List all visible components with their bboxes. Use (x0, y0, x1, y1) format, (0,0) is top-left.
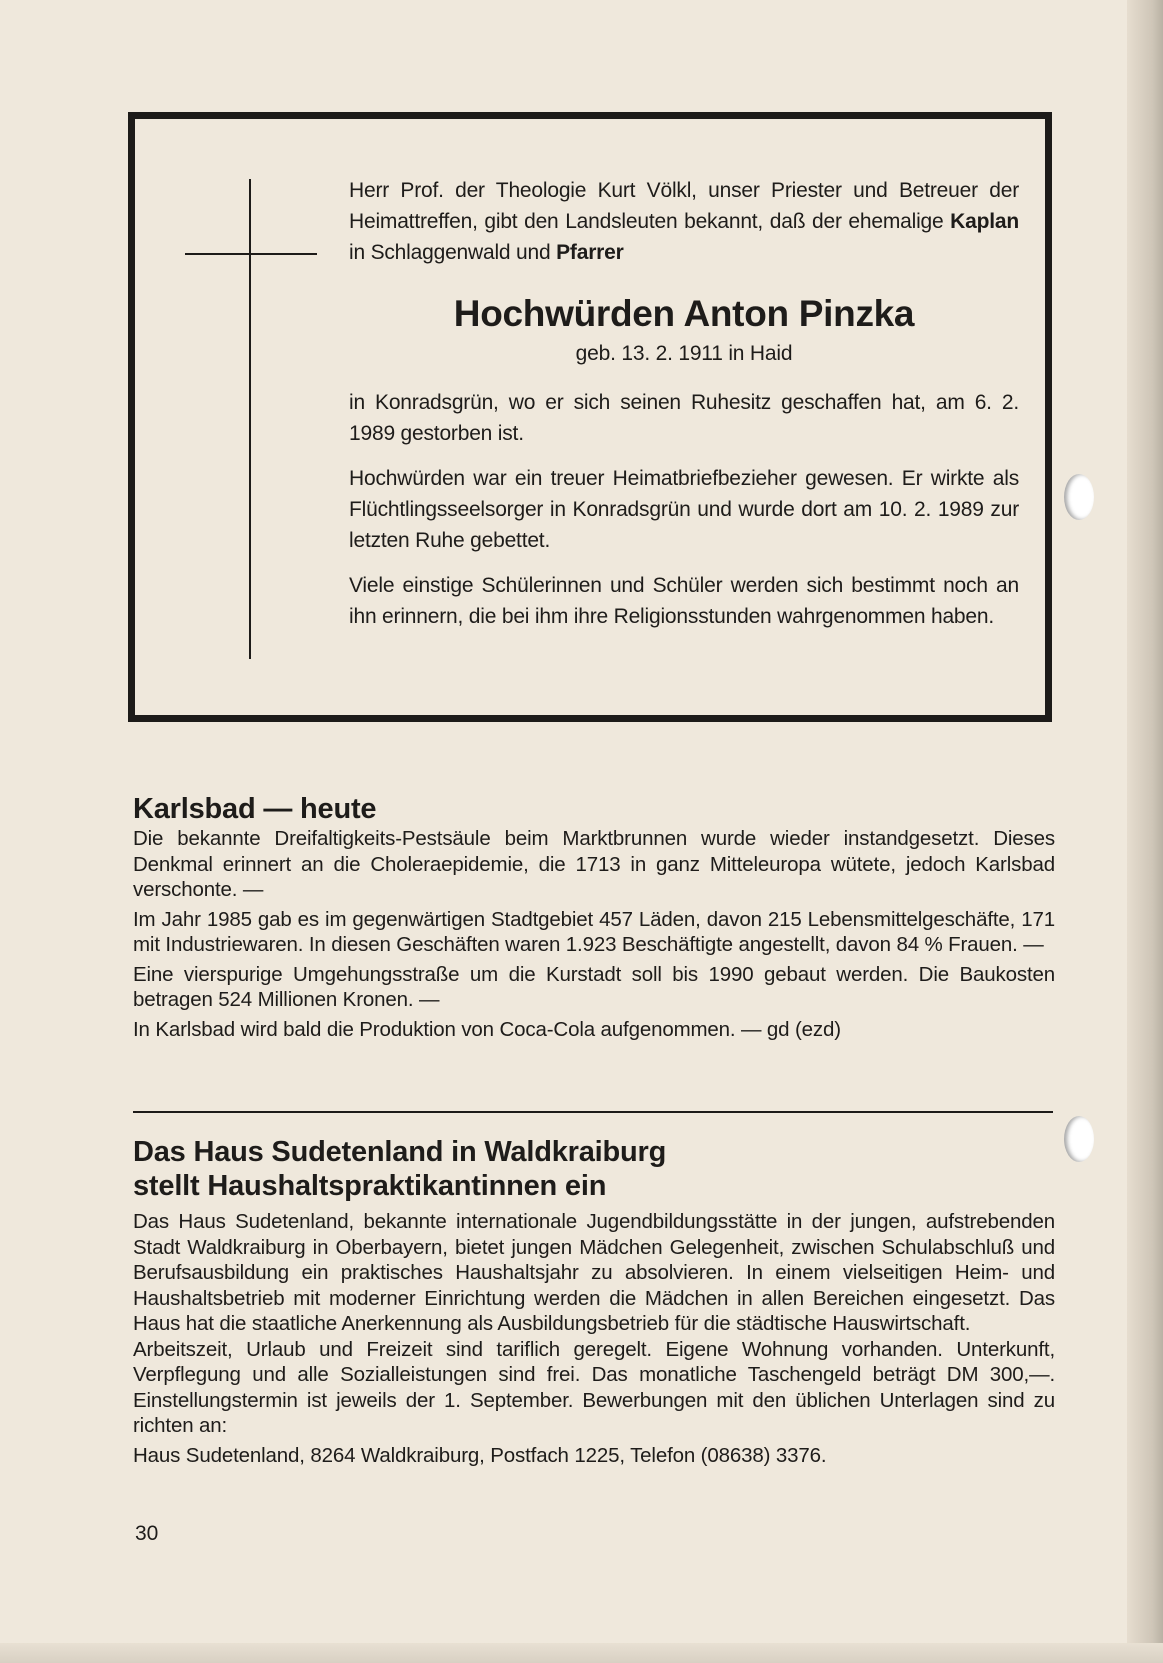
obituary-notice-box (128, 112, 1052, 722)
sudetenland-paragraph-2: Arbeitszeit, Urlaub und Freizeit sind tariflich geregelt. Eigene Wohnung vorhanden. Unterkunft, Verpflegung und alle Sozialleistungen sind frei. Das monatliche Taschengeld beträgt DM 300,—. Einstellungstermin ist jeweils der 1. September. Bewerbungen mit den üblichen Unterlagen sind zu richten an: (133, 1337, 1055, 1437)
obituary-intro-pfarrer: Pfarrer (556, 241, 624, 264)
obituary-text (349, 175, 1019, 646)
obituary-intro-text-2: in Schlaggenwald und (349, 241, 557, 264)
obituary-birth: geb. 13. 2. 1911 in Haid (575, 342, 793, 365)
sudetenland-title-line-1: Das Haus Sudetenland in Waldkraiburg (133, 1136, 667, 1168)
page-edge-shadow (1127, 0, 1163, 1663)
karlsbad-paragraph-2: Im Jahr 1985 gab es im gegenwärtigen Stadtgebiet 457 Läden, davon 215 Lebensmittelgeschäfte, 171 mit Industriewaren. In diesen Geschäften waren 1.923 Beschäftigte angestellt, davon 84 % Frauen. — (133, 907, 1055, 956)
obituary-intro-text: Herr Prof. der Theologie Kurt Völkl, unser Priester und Betreuer der Heimattreffen, gibt den Landsleuten bekannt, daß der ehemalige (349, 179, 1019, 233)
punch-hole-lower (1064, 1116, 1094, 1162)
section-divider (133, 1111, 1053, 1113)
karlsbad-paragraph-1: Die bekannte Dreifaltigkeits-Pestsäule beim Marktbrunnen wurde wieder instandgesetzt. Dieses Denkmal erinnert an die Choleraepidemie, die 1713 in ganz Mitteleuropa wütete, jedoch Karlsbad verschonte. — (133, 827, 1055, 901)
sudetenland-address: Haus Sudetenland, 8264 Waldkraiburg, Postfach 1225, Telefon (08638) 3376. (133, 1443, 827, 1467)
obituary-paragraph-3: Viele einstige Schülerinnen und Schüler werden sich bestimmt noch an ihn erinnern, die bei ihm ihre Religionsstunden wahrgenommen haben. (349, 574, 1019, 628)
obituary-paragraph-2: Hochwürden war ein treuer Heimatbriefbezieher gewesen. Er wirkte als Flüchtlingsseelsorger in Konradsgrün und wurde dort am 10. 2. 1989 zur letzten Ruhe gebettet. (349, 467, 1019, 552)
obituary-death: in Konradsgrün, wo er sich seinen Ruhesitz geschaffen hat, am 6. 2. 1989 gestorben ist. (349, 391, 1019, 445)
sudetenland-title-line-2: stellt Haushaltspraktikantinnen ein (133, 1170, 607, 1202)
karlsbad-paragraph-4: In Karlsbad wird bald die Produktion von Coca-Cola aufgenommen. — gd (ezd) (133, 1017, 841, 1041)
sudetenland-paragraph-1: Das Haus Sudetenland, bekannte internationale Jugendbildungsstätte in der jungen, aufstrebenden Stadt Waldkraiburg in Oberbayern, bietet jungen Mädchen Gelegenheit, zwischen Schulabschluß und Berufsausbildung ein praktisches Haushaltsjahr zu absolvieren. In einem vielseitigen Heim- und Haushaltsbetrieb mit moderner Einrichtung werden die Mädchen in allen Bereichen eingesetzt. Das Haus hat die staatliche Anerkennung als Ausbildungsbetrieb für die städtische Hauswirtschaft. (133, 1210, 1055, 1335)
punch-hole-upper (1064, 474, 1094, 520)
cross-icon (249, 179, 251, 659)
karlsbad-title: Karlsbad — heute (133, 793, 377, 825)
page-bottom-edge (0, 1643, 1163, 1663)
cross-icon-bar (185, 253, 317, 255)
obituary-name: Hochwürden Anton Pinzka (453, 293, 915, 334)
obituary-intro-kaplan: Kaplan (950, 210, 1019, 233)
obituary-intro (349, 175, 1019, 268)
karlsbad-article (133, 792, 1055, 1046)
sudetenland-article (133, 1135, 1055, 1472)
karlsbad-paragraph-3: Eine vierspurige Umgehungsstraße um die Kurstadt soll bis 1990 gebaut werden. Die Baukosten betragen 524 Millionen Kronen. — (133, 962, 1055, 1011)
page-number: 30 (135, 1522, 159, 1545)
